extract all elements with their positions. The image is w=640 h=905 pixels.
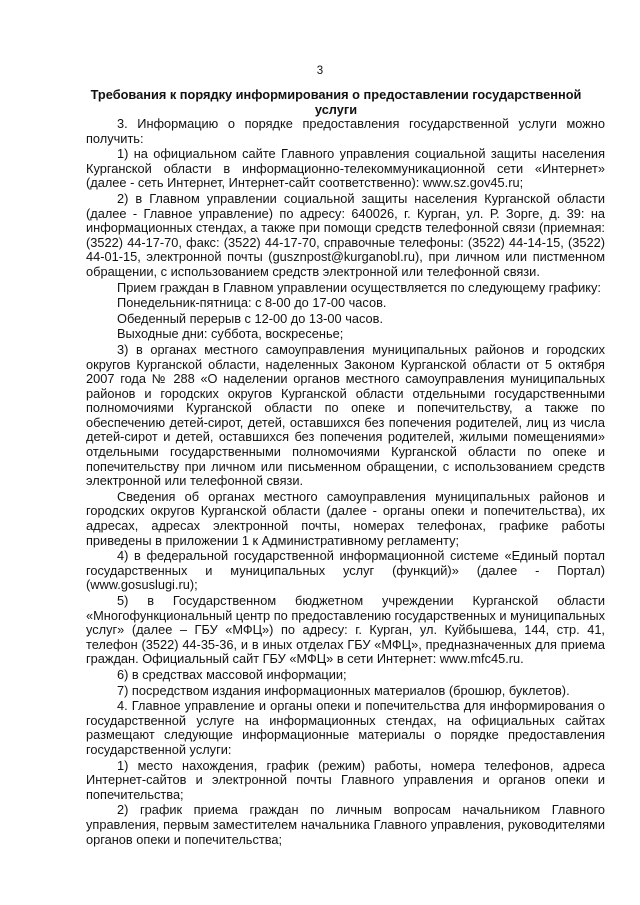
paragraph-guardianship-info: Сведения об органах местного самоуправления муниципальных районов и городских округов Курганской области (далее - органы опеки и попечительства), их адресах, адресах электронной почты, номерах телефонах, графике работы приведены в приложении 1 к Административному регламенту; (86, 488, 605, 548)
paragraph-item-3-local-authorities: 3) в органах местного самоуправления муниципальных районов и городских округов Курганской области, наделенных Законом Курганской области от 5 октября 2007 года № 288 «О наделении органов местного самоуправления муниципальных районов и городских округов Курганской области отдельными государственными полномочиями Курганской области по опеке и попечительству, а также по обеспечению детей-сирот, детей, оставшихся без попечения родителей, лиц из числа детей-сирот и детей, оставшихся без попечения родителей, жилыми помещениями» отдельными государственными полномочиями Курганской области по опеке и попечительству при личном или письменном обращении, с использованием средств электронной или телефонной связи. (86, 341, 605, 489)
document-body (86, 117, 605, 847)
paragraph-subitem-2-schedule: 2) график приема граждан по личным вопросам начальником Главного управления, первым заместителем начальника Главного управления, руководителями органов опеки и попечительства; (86, 802, 605, 847)
paragraph-weekday-hours: Понедельник-пятница: с 8-00 до 17-00 часов. (117, 295, 387, 311)
paragraph-item-4-portal: 4) в федеральной государственной информационной системе «Единый портал государственных и муниципальных услуг (функций)» (далее - Портал) (www.gosuslugi.ru); (86, 548, 605, 593)
paragraph-item-1-website: 1) на официальном сайте Главного управления социальной защиты населения Курганской области в информационно-телекоммуникационной сети «Интернет» (далее - сеть Интернет, Интернет-сайт соответственно): www.sz.gov45.ru; (86, 146, 605, 191)
paragraph-subitem-1-location: 1) место нахождения, график (режим) работы, номера телефонов, адреса Интернет-сайтов и электронной почты Главного управления и органов опеки и попечительства; (86, 757, 605, 802)
paragraph-item-6-media: 6) в средствах массовой информации; (117, 666, 347, 682)
paragraph-item-5-mfc: 5) в Государственном бюджетном учреждении Курганской области «Многофункциональный центр по предоставлению государственных и муниципальных услуг» (далее – ГБУ «МФЦ») по адресу: г. Курган, ул. Куйбышева, 144, стр. 41, телефон (3522) 44-35-36, и в иных отделах ГБУ «МФЦ», предназначенных для приема граждан. Официальный сайт ГБУ «МФЦ» в сети Интернет: www.mfc45.ru. (86, 593, 605, 667)
paragraph-item-7-publications: 7) посредством издания информационных материалов (брошюр, буклетов). (117, 682, 570, 698)
paragraph-reception-schedule: Прием граждан в Главном управлении осуществляется по следующему графику: (117, 279, 601, 295)
paragraph-lunch-break: Обеденный перерыв с 12-00 до 13-00 часов. (117, 310, 384, 326)
paragraph-days-off: Выходные дни: суббота, воскресенье; (117, 326, 344, 342)
section-title: Требования к порядку информирования о предоставлении государственной услуги (90, 87, 582, 117)
paragraph-item-2-main-office: 2) в Главном управлении социальной защиты населения Курганской области (далее - Главное управление) по адресу: 640026, г. Курган, ул. Р. Зорге, д. 39: на информационных стендах, а также при помощи средств телефонной связи (приемная: (3522) 44-17-70, факс: (3522) 44-17-70, справочные телефоны: (3522) 44-14-15, (3522) 44-01-15, электронной почты (gusznpost@kurganobl.ru), при личном или пистменном обращении, с использованием средств электронной или телефонной связи. (86, 190, 605, 279)
paragraph-clause-3: 3. Информацию о порядке предоставления государственной услуги можно получить: (86, 116, 605, 146)
paragraph-clause-4: 4. Главное управление и органы опеки и попечительства для информирования о государственной услуге на информационных стендах, на официальных сайтах размещают следующие информационные материалы о порядке предоставления государственной услуги: (86, 698, 605, 757)
page-number: 3 (316, 65, 324, 77)
